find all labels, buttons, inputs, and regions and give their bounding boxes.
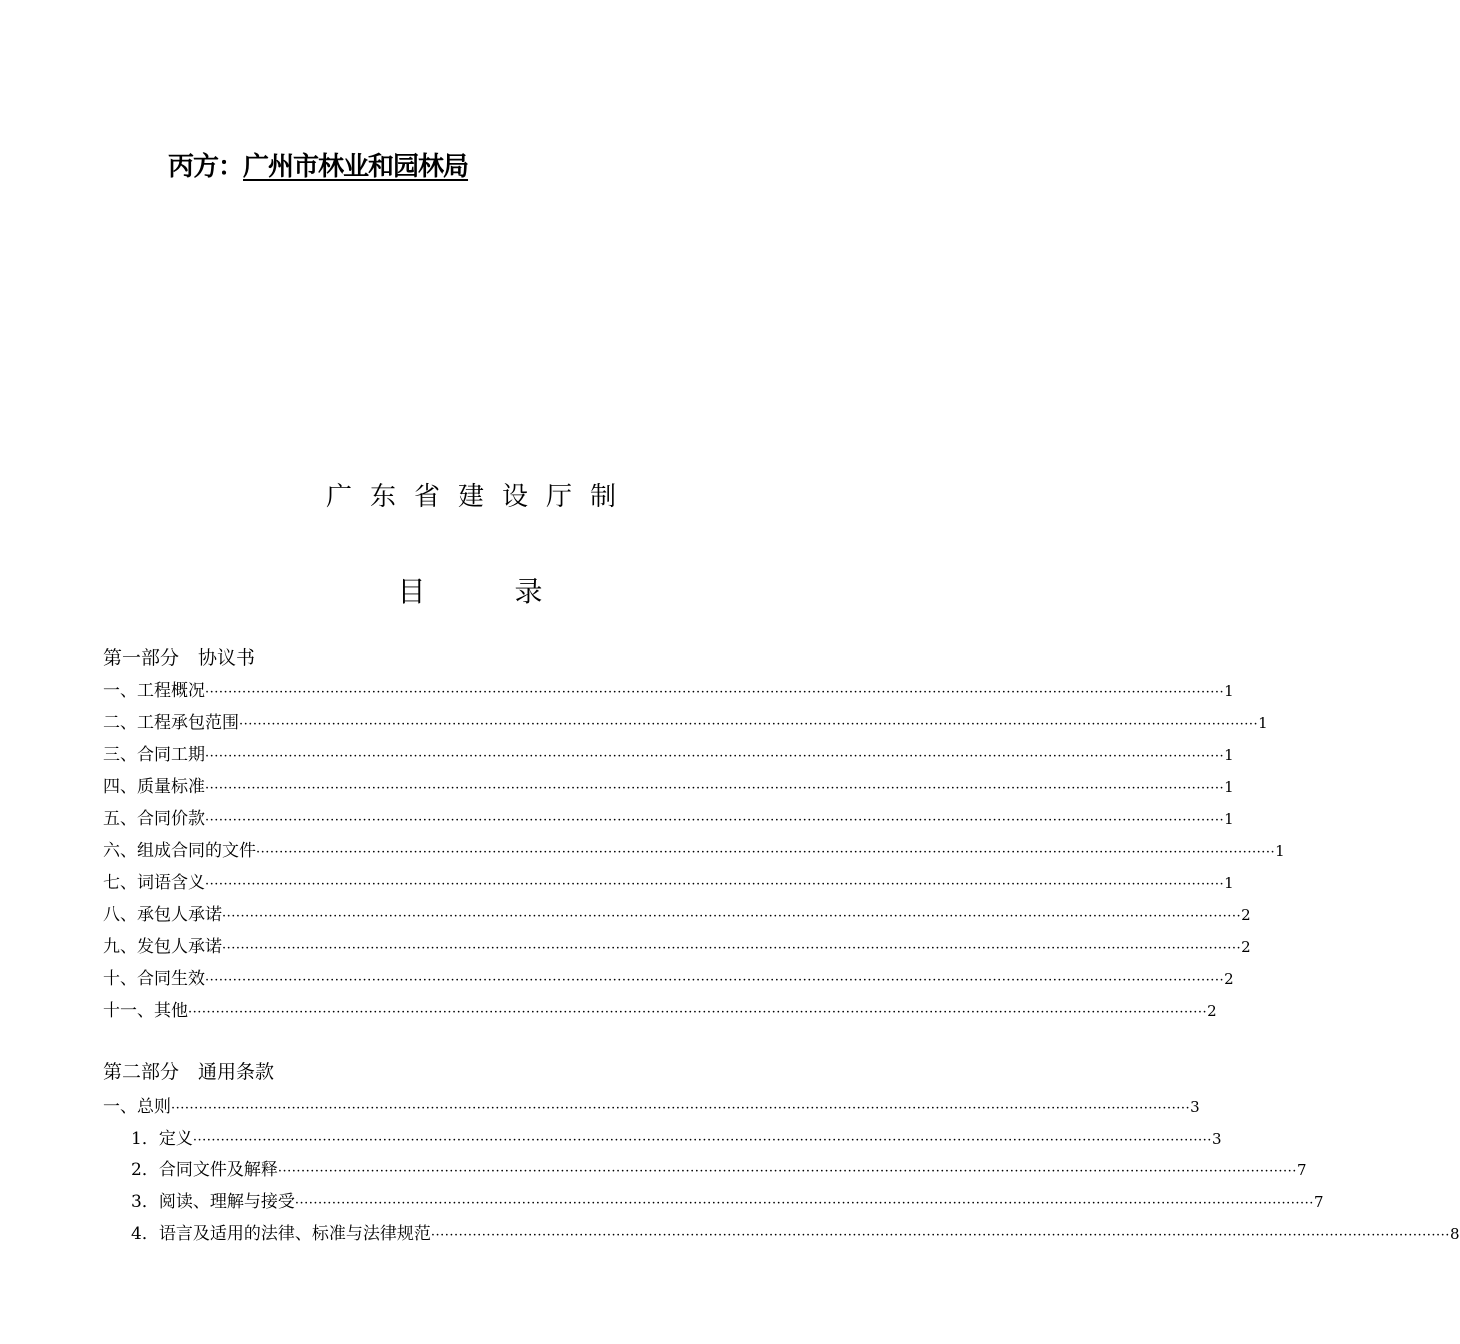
- toc-entry[interactable]: [103, 740, 1234, 765]
- toc-part-1-title: 第一部分 协议书: [103, 647, 256, 669]
- toc-leader: ····························································································································································································································: [205, 749, 1225, 764]
- toc-entry-label: 3．阅读、理解与接受: [131, 1192, 295, 1212]
- toc-entry-page: 1: [1275, 842, 1285, 860]
- toc-entry-label: 八、承包人承诺: [103, 905, 222, 925]
- toc-entry[interactable]: [103, 676, 1234, 701]
- toc-subentry[interactable]: [131, 1187, 1324, 1212]
- toc-entry[interactable]: [103, 996, 1217, 1021]
- toc-entry[interactable]: [103, 836, 1285, 861]
- toc-entry-label: 1．定义: [131, 1129, 193, 1149]
- toc-leader: ····························································································································································································································: [192, 1133, 1212, 1148]
- toc-entry-page: 1: [1224, 874, 1234, 892]
- toc-subentry[interactable]: [131, 1219, 1460, 1244]
- toc-entry-label: 一、总则: [103, 1097, 171, 1117]
- toc-entry-page: 1: [1258, 714, 1268, 732]
- toc-entry-page: 7: [1296, 1161, 1307, 1179]
- toc-entry[interactable]: [103, 932, 1251, 957]
- toc-entry[interactable]: [103, 772, 1234, 797]
- toc-entry-page: 2: [1224, 970, 1234, 988]
- toc-entry-label: 一、工程概况: [103, 681, 205, 701]
- party-c-label: 丙方：: [168, 152, 244, 182]
- toc-leader: ····························································································································································································································: [188, 1005, 1208, 1020]
- toc-leader: ····························································································································································································································: [205, 685, 1225, 700]
- toc-entry[interactable]: [103, 708, 1268, 733]
- toc-entry-page: 1: [1224, 778, 1234, 796]
- toc-entry-page: 3: [1190, 1098, 1200, 1116]
- toc-entry-page: 7: [1313, 1193, 1324, 1211]
- toc-entry[interactable]: [103, 868, 1234, 893]
- toc-entry-label: 4．语言及适用的法律、标准与法律规范: [131, 1224, 431, 1244]
- toc-leader: ····························································································································································································································: [222, 941, 1242, 956]
- toc-entry-label: 五、合同价款: [103, 809, 205, 829]
- toc-leader: ····························································································································································································································: [256, 845, 1276, 860]
- toc-leader: ····························································································································································································································: [239, 717, 1259, 732]
- toc-leader: ····························································································································································································································: [277, 1164, 1297, 1179]
- toc-entry-page: 1: [1224, 746, 1234, 764]
- toc-subentry[interactable]: [131, 1155, 1307, 1180]
- toc-entry-page: 2: [1207, 1002, 1217, 1020]
- toc-part-2-title: 第二部分 通用条款: [103, 1061, 275, 1083]
- toc-entry-label: 二、工程承包范围: [103, 713, 239, 733]
- toc-entry-label: 十、合同生效: [103, 969, 205, 989]
- toc-leader: ····························································································································································································································: [205, 877, 1225, 892]
- issuer-line: 广东省建设厅制: [325, 482, 634, 512]
- toc-entry[interactable]: [103, 964, 1234, 989]
- toc-entry-label: 十一、其他: [103, 1001, 188, 1021]
- toc-entry-label: 六、组成合同的文件: [103, 841, 256, 861]
- toc-entry-label: 三、合同工期: [103, 745, 205, 765]
- toc-entry-label: 七、词语含义: [103, 873, 205, 893]
- toc-leader: ····························································································································································································································: [430, 1228, 1450, 1243]
- toc-entry-label: 2．合同文件及解释: [131, 1160, 278, 1180]
- toc-entry[interactable]: [103, 804, 1234, 829]
- party-c-line: [168, 146, 468, 183]
- toc-title: 目 录: [397, 575, 583, 608]
- toc-entry[interactable]: [103, 1092, 1200, 1117]
- party-c-value: 广州市林业和园林局: [243, 152, 469, 182]
- toc-entry-page: 3: [1211, 1130, 1222, 1148]
- toc-leader: ····························································································································································································································: [222, 909, 1242, 924]
- toc-leader: ····························································································································································································································: [205, 973, 1225, 988]
- toc-leader: ····························································································································································································································: [205, 813, 1225, 828]
- toc-entry-page: 8: [1449, 1225, 1460, 1243]
- toc-entry-page: 1: [1224, 682, 1234, 700]
- toc-entry-page: 1: [1224, 810, 1234, 828]
- toc-leader: ····························································································································································································································: [205, 781, 1225, 796]
- toc-subentry[interactable]: [131, 1124, 1222, 1149]
- toc-leader: ····························································································································································································································: [294, 1196, 1314, 1211]
- toc-entry-page: 2: [1241, 906, 1251, 924]
- toc-entry[interactable]: [103, 900, 1251, 925]
- toc-entry-page: 2: [1241, 938, 1251, 956]
- toc-entry-label: 四、质量标准: [103, 777, 205, 797]
- toc-leader: ····························································································································································································································: [171, 1101, 1191, 1116]
- toc-entry-label: 九、发包人承诺: [103, 937, 222, 957]
